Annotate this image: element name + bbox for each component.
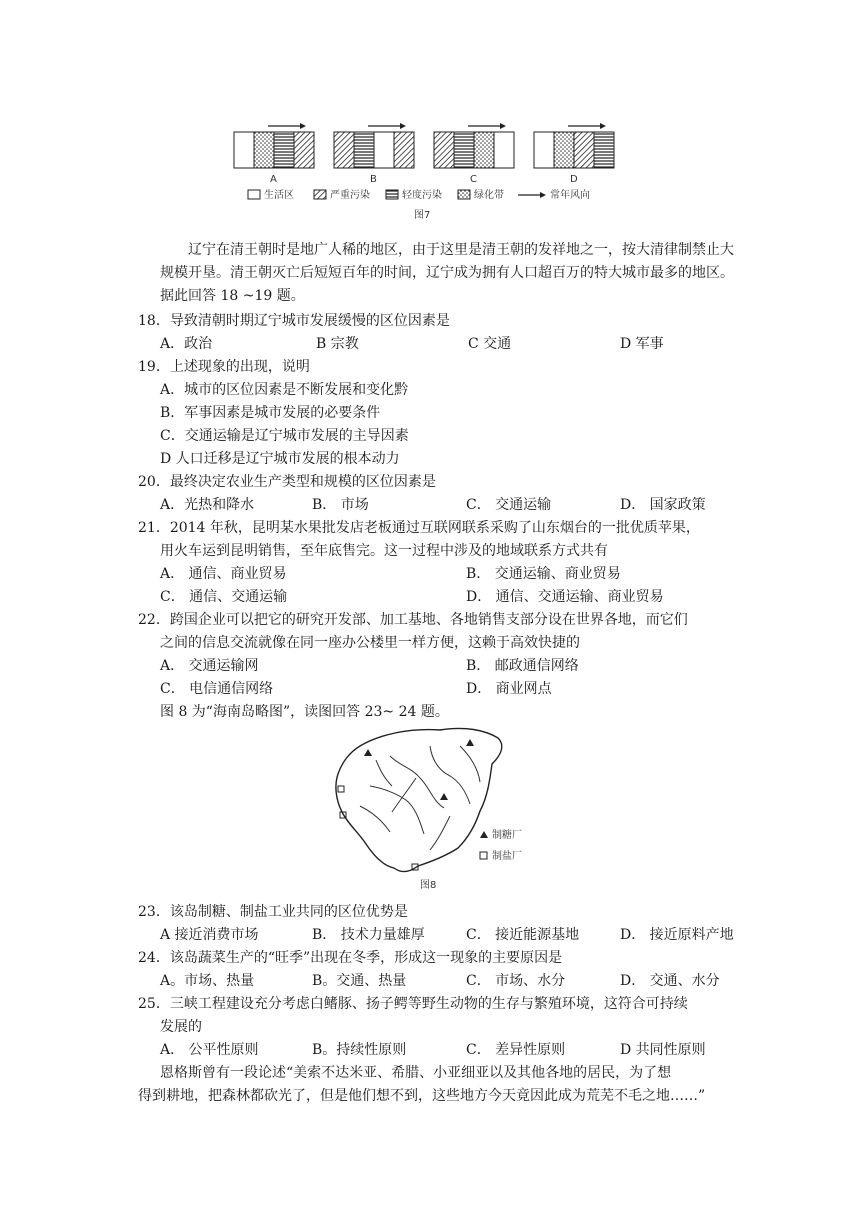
figure-7-legend bbox=[248, 188, 590, 201]
q19-stem: 19．上述现象的出现，说明 bbox=[138, 359, 310, 375]
intro-18-19: 辽宁在清王朝时是地广人稀的地区，由于这里是清王朝的发祥地之一，按大清律制禁止大规模开垦。清王朝灭亡后短短百年的时间，辽宁成为拥有人口超百万的特大城市最多的地区。据此回答 18 ~19 题。 bbox=[160, 242, 734, 304]
q23-option-c[interactable]: C． 接近能源基地 bbox=[466, 927, 580, 943]
q22-option-b[interactable]: B． 邮政通信网络 bbox=[466, 658, 579, 674]
q23-option-a[interactable]: A 接近消费市场 bbox=[160, 927, 259, 943]
figure-8-caption: 图8 bbox=[420, 880, 437, 891]
q18-option-b[interactable]: B 宗教 bbox=[316, 336, 359, 352]
q20-option-d[interactable]: D． 国家政策 bbox=[620, 497, 706, 513]
figure-8-hainan-map bbox=[320, 716, 550, 896]
figure-7-panel-a bbox=[234, 123, 314, 185]
q19-option-c[interactable]: C．交通运输是辽宁城市发展的主导因素 bbox=[160, 428, 409, 444]
figure-8-legend bbox=[480, 828, 522, 862]
figure-7 bbox=[228, 118, 628, 228]
q20-option-a[interactable]: A．光热和降水 bbox=[160, 497, 255, 513]
legend-light-pollution: 轻度污染 bbox=[402, 190, 442, 201]
figure-7-label-c: C bbox=[470, 174, 477, 185]
q24-stem: 24．该岛蔬菜生产的“旺季”出现在冬季，形成这一现象的主要原因是 bbox=[138, 950, 563, 966]
q18-option-c[interactable]: C 交通 bbox=[468, 336, 512, 352]
q18-option-d[interactable]: D 军事 bbox=[620, 336, 664, 352]
q25-option-b[interactable]: B。持续性原则 bbox=[312, 1042, 407, 1058]
q21-option-a[interactable]: A． 通信、商业贸易 bbox=[160, 566, 287, 582]
q20-option-b[interactable]: B． 市场 bbox=[312, 497, 369, 513]
q19-option-a[interactable]: A．城市的区位因素是不断发展和变化黔 bbox=[160, 382, 409, 398]
q18-stem: 18．导致清朝时期辽宁城市发展缓慢的区位因素是 bbox=[138, 313, 450, 329]
q22-option-a[interactable]: A． 交通运输网 bbox=[160, 658, 259, 674]
engels-quote-line2: 得到耕地，把森林都砍光了，但是他们想不到，这些地方今天竟因此成为荒芜不毛之地……” bbox=[138, 1088, 706, 1104]
q24-option-d[interactable]: D． 交通、水分 bbox=[620, 973, 720, 989]
q25-option-c[interactable]: C． 差异性原则 bbox=[466, 1042, 566, 1058]
q23-option-b[interactable]: B． 技术力量雄厚 bbox=[312, 927, 425, 943]
q23-stem: 23．该岛制糖、制盐工业共同的区位优势是 bbox=[138, 904, 408, 920]
q20-option-c[interactable]: C． 交通运输 bbox=[466, 497, 552, 513]
q21-stem-line2: 用火车运到昆明销售，至年底售完。这一过程中涉及的地域联系方式共有 bbox=[160, 543, 608, 559]
q21-option-d[interactable]: D． 通信、交通运输、商业贸易 bbox=[466, 589, 664, 605]
figure-7-caption: 图7 bbox=[414, 210, 431, 221]
legend-green-belt: 绿化带 bbox=[474, 190, 504, 201]
legend-salt-factory: 制盐厂 bbox=[492, 851, 522, 862]
q19-option-d[interactable]: D 人口迁移是辽宁城市发展的根本动力 bbox=[160, 451, 400, 467]
q25-option-d[interactable]: D 共同性原则 bbox=[620, 1042, 706, 1058]
sugar-factory-icon bbox=[480, 831, 488, 838]
q22-option-d[interactable]: D． 商业网点 bbox=[466, 681, 552, 697]
wind-arrow-icon bbox=[540, 192, 546, 198]
figure-7-label-a: A bbox=[270, 174, 277, 185]
q21-option-c[interactable]: C． 通信、交通运输 bbox=[160, 589, 288, 605]
q22-stem-line1: 22．跨国企业可以把它的研究开发部、加工基地、各地销售支部分设在世界各地，而它们 bbox=[138, 612, 688, 628]
q21-option-b[interactable]: B． 交通运输、商业贸易 bbox=[466, 566, 621, 582]
q25-option-a[interactable]: A． 公平性原则 bbox=[160, 1042, 259, 1058]
salt-factory-markers bbox=[338, 786, 418, 870]
q24-option-a[interactable]: A。市场、热量 bbox=[160, 973, 255, 989]
q25-stem-line1: 25．三峡工程建设充分考虑白鳍豚、扬子鳄等野生动物的生存与繁殖环境，这符合可持续 bbox=[138, 996, 688, 1012]
figure-7-panel-d bbox=[534, 123, 614, 185]
figure-7-label-b: B bbox=[370, 174, 377, 185]
q24-option-c[interactable]: C． 市场、水分 bbox=[466, 973, 566, 989]
legend-heavy-pollution: 严重污染 bbox=[330, 190, 370, 201]
engels-quote-line1: 恩格斯曾有一段论述“美索不达米亚、希腊、小亚细亚以及其他各地的居民，为了想 bbox=[160, 1065, 672, 1081]
figure-7-panel-b bbox=[334, 123, 414, 185]
q22-stem-line2: 之间的信息交流就像在同一座办公楼里一样方便，这赖于高效快捷的 bbox=[160, 635, 580, 651]
q25-stem-line2: 发展的 bbox=[160, 1019, 202, 1035]
figure-7-panel-c bbox=[434, 123, 514, 185]
legend-living-area: 生活区 bbox=[264, 190, 294, 201]
q20-stem: 20．最终决定农业生产类型和规模的区位因素是 bbox=[138, 474, 436, 490]
q23-option-d[interactable]: D． 接近原料产地 bbox=[620, 927, 734, 943]
intro-23-24: 图 8 为“海南岛略图”，读图回答 23~ 24 题。 bbox=[160, 704, 449, 720]
q18-option-a[interactable]: A．政治 bbox=[160, 336, 213, 352]
legend-wind: 常年风向 bbox=[550, 190, 590, 201]
q19-option-b[interactable]: B．军事因素是城市发展的必要条件 bbox=[160, 405, 381, 421]
salt-factory-icon bbox=[480, 852, 487, 859]
island-outline bbox=[336, 728, 502, 871]
q21-stem-line1: 21．2014 年秋，昆明某水果批发店老板通过互联网联系采购了山东烟台的一批优质苹果， bbox=[138, 520, 700, 536]
figure-7-label-d: D bbox=[570, 174, 578, 185]
q24-option-b[interactable]: B。交通、热量 bbox=[312, 973, 407, 989]
q22-option-c[interactable]: C． 电信通信网络 bbox=[160, 681, 274, 697]
legend-sugar-factory: 制糖厂 bbox=[492, 830, 522, 841]
rivers bbox=[360, 746, 480, 850]
